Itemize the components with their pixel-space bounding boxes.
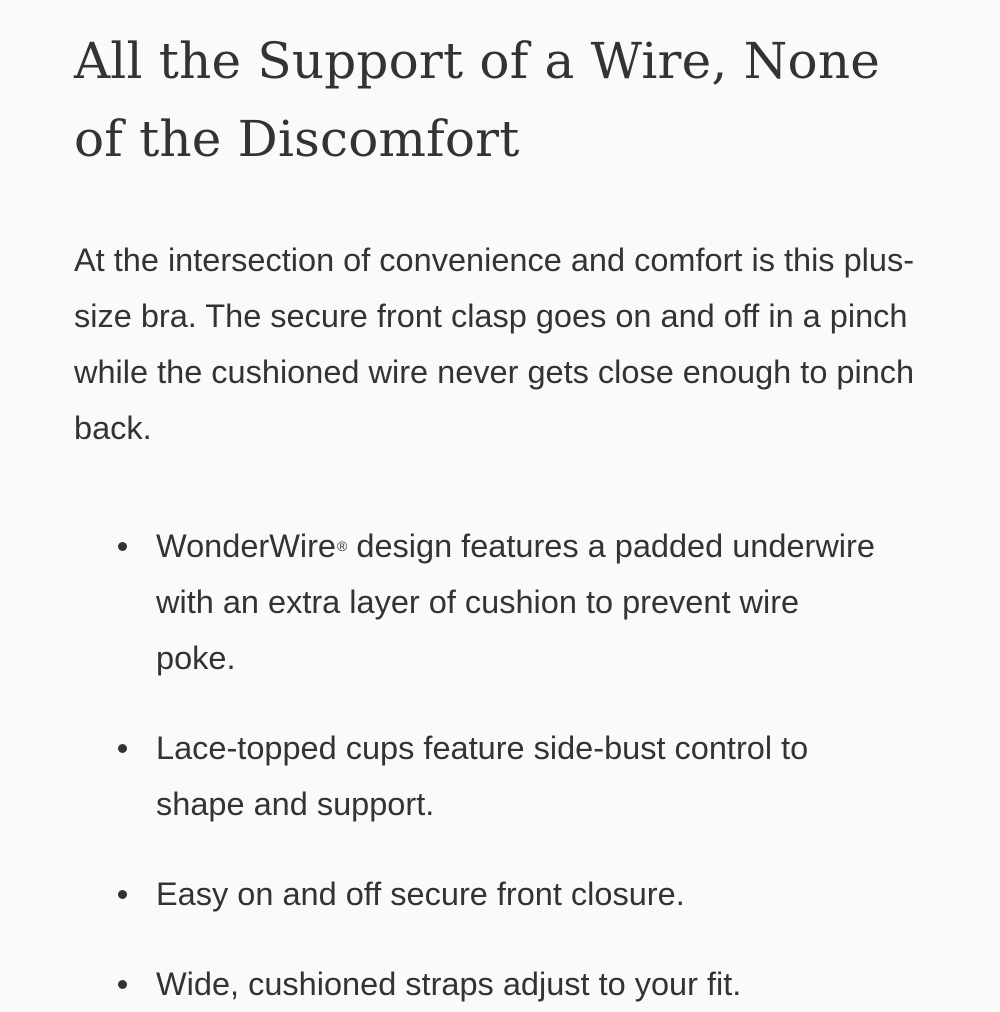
registered-mark: ® [337,538,348,554]
feature-brand: WonderWire [156,528,337,564]
feature-text: Lace-topped cups feature side-bust control to shape and support. [156,730,809,822]
bullet-icon [118,542,127,551]
feature-item-wonderwire [74,518,876,686]
bullet-icon [118,744,127,753]
bullet-icon [118,890,127,899]
bullet-icon [118,980,127,989]
section-heading: All the Support of a Wire, None of the Discomfort [74,32,881,168]
feature-list [74,518,940,1012]
feature-item-lace-cups [74,720,876,832]
feature-item-straps [74,956,876,1012]
feature-text: Easy on and off secure front closure. [156,876,685,912]
feature-text: Wide, cushioned straps adjust to your fit. [156,966,742,1002]
feature-text: design features a padded underwire with an extra layer of cushion to prevent wire poke. [156,528,875,676]
feature-item-front-closure [74,866,876,922]
intro-paragraph: At the intersection of convenience and comfort is this plus-size bra. The secure front clasp goes on and off in a pinch while the cushioned wire never gets close enough to pinch back. [74,242,915,446]
